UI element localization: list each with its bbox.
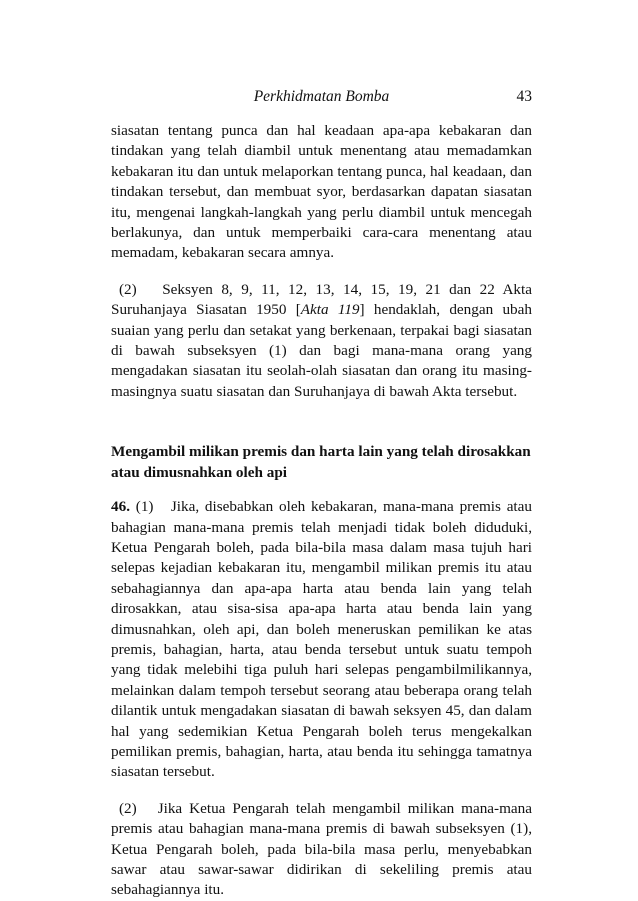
act-reference: Akta 119 [300, 301, 360, 319]
running-header-title: Perkhidmatan Bomba [253, 88, 390, 105]
running-header [111, 88, 532, 110]
paragraph-continuation: siasatan tentang punca dan hal keadaan apa-apa kebakaran dan tindakan yang telah diambil untuk menentang atau memadamkan kebakaran itu dan untuk melaporkan tentang punca, hal keadaan, dan tindakan tersebut, dan membuat syor, berdasarkan dapatan siasatan itu, mengenai langkah-langkah yang perlu diambil untuk mencegah berlakunya, dan untuk memperbaiki cara-cara menentang atau memadam, kebakaran secara amnya. [111, 122, 532, 262]
page-number: 43 [516, 88, 532, 105]
paragraph-text: (1) Jika, disebabkan oleh kebakaran, mana-mana premis atau bahagian mana-mana premis telah menjadi tidak boleh diduduki, Ketua Pengarah boleh, pada bila-bila masa dalam masa tujuh hari selepas kejadian kebakaran itu, mengambil milikan premis itu atau sebahagiannya dan apa-apa harta atau benda lain yang telah dirosakkan, atau sisa-sisa apa-apa harta atau benda lain yang dimusnahkan, oleh api, dan boleh meneruskan pemilikan ke atas premis, bahagian, harta, atau benda tersebut untuk suatu tempoh yang tidak melebihi tiga puluh hari selepas pengambilmilikannya, melainkan dalam tempoh tersebut seorang atau beberapa orang telah dilantik untuk mengadakan siasatan di bawah seksyen 45, dan dalam hal yang sedemikian Ketua Pengarah boleh terus mengekalkan pemilikan premis, bahagian, harta, atau benda itu sehingga tamatnya siasatan tersebut. [111, 498, 532, 781]
section-46-subsection-2: (2) Jika Ketua Pengarah telah mengambil milikan mana-mana premis atau bahagian mana-mana premis di bawah subseksyen (1), Ketua Pengarah boleh, pada bila-bila masa perlu, menyebabkan sawar atau sawar-sawar didirikan di sekeliling premis atau sebahagiannya itu. [111, 799, 532, 899]
section-46-subsection-1 [111, 497, 532, 783]
section-heading: Mengambil milikan premis dan harta lain yang telah dirosakkan atau dimusnahkan oleh api [111, 443, 531, 481]
paragraph-text: (2) Seksyen 8, 9, 11, 12, 13, 14, 15, 19, 21 dan 22 Akta Suruhanjaya Siasatan 1950 [ [111, 280, 532, 319]
page-content [111, 121, 532, 901]
section-number: 46. [111, 498, 130, 516]
paragraph-subsection-2 [111, 280, 532, 402]
paragraph-text: ] hendaklah, dengan ubah suaian yang perlu dan setakat yang berkenaan, terpakai bagi siasatan di bawah subseksyen (1) dan bagi mana-mana orang yang mengadakan siasatan itu seolah-olah siasatan dan orang itu masing-masingnya suatu siasatan dan Suruhanjaya di bawah Akta tersebut. [111, 301, 532, 400]
